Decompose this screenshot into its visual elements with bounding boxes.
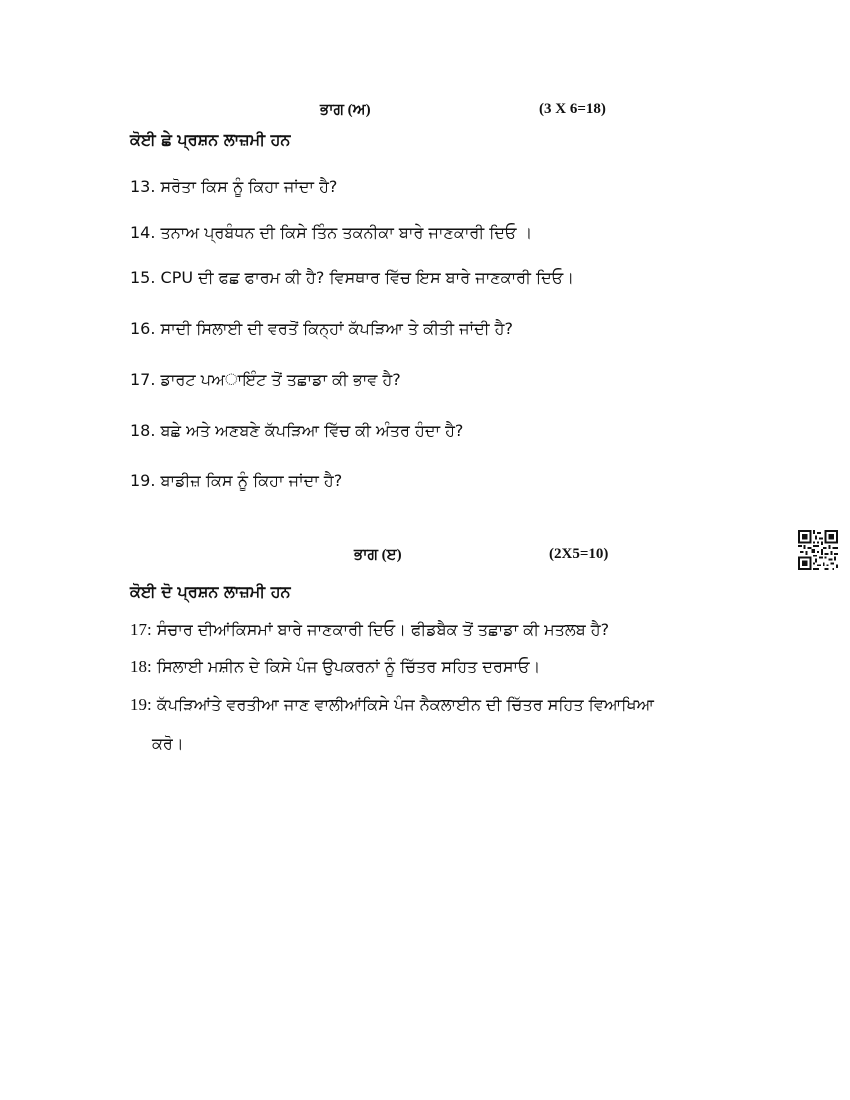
section-b-title: ਭਾਗ (ੲ)	[354, 547, 402, 563]
section-a-instruction: ਕੋਈ ਛੇ ਪ੍ਰਸ਼ਨ ਲਾਜ਼ਮੀ ਹਨ	[130, 130, 291, 149]
long-question-17	[130, 620, 609, 640]
long-question-19-continuation: ਕਰੋ।	[152, 734, 184, 753]
question-18: 18. ਬਛੇ ਅਤੇ ਅਣਬਣੇ ਕੱਪੜਿਆ ਵਿੱਚ ਕੀ ਅੰਤਰ ਹੰਦਾ ਹੈ?	[130, 421, 464, 440]
question-16: 16. ਸਾਦੀ ਸਿਲਾਈ ਦੀ ਵਰਤੋਂ ਕਿਨ੍ਹਾਂ ਕੱਪੜਿਆ ਤੇ ਕੀਤੀ ਜਾਂਦੀ ਹੈ?	[130, 319, 513, 338]
question-15: 15. CPU ਦੀ ਫਛ ਫਾਰਮ ਕੀ ਹੈ? ਵਿਸਥਾਰ ਵਿੱਚ ਇਸ ਬਾਰੇ ਜਾਣਕਾਰੀ ਦਿਓ।	[130, 268, 574, 287]
section-b-instruction: ਕੋਈ ਦੋ ਪ੍ਰਸ਼ਨ ਲਾਜ਼ਮੀ ਹਨ	[130, 582, 291, 601]
question-17: 17. ਡਾਰਟ ਪਅਾਇੰਟ ਤੋਂ ਤਛਾਡਾ ਕੀ ਭਾਵ ਹੈ?	[130, 370, 401, 389]
section-a-title: ਭਾਗ (ਅ)	[320, 102, 371, 118]
question-13: 13. ਸਰੋਤਾ ਕਿਸ ਨੂੰ ਕਿਹਾ ਜਾਂਦਾ ਹੈ?	[130, 177, 338, 196]
question-number: 18:	[130, 657, 152, 676]
section-a-marks: (3 X 6=18)	[539, 101, 606, 117]
question-text: ਕੱਪੜਿਆਂਤੇ ਵਰਤੀਆ ਜਾਣ ਵਾਲੀਆਂਕਿਸੇ ਪੰਜ ਨੈਕਲਾਈਨ ਦੀ ਚਿੱਤਰ ਸਹਿਤ ਵਿਆਖਿਆ	[156, 695, 654, 714]
question-text: ਸੰਚਾਰ ਦੀਆਂਕਿਸਮਾਂ ਬਾਰੇ ਜਾਣਕਾਰੀ ਦਿਓ। ਫੀਡਬੈਕ ਤੋਂ ਤਛਾਡਾ ਕੀ ਮਤਲਬ ਹੈ?	[156, 620, 610, 639]
long-question-18	[130, 657, 540, 677]
question-number: 17:	[130, 620, 152, 639]
question-19: 19. ਬਾਡੀਜ਼ ਕਿਸ ਨੂੰ ਕਿਹਾ ਜਾਂਦਾ ਹੈ?	[130, 471, 343, 490]
question-number: 19:	[130, 695, 152, 714]
qr-code-icon	[798, 530, 838, 570]
long-question-19	[130, 695, 654, 715]
section-b-marks: (2X5=10)	[549, 546, 609, 562]
question-text: ਸਿਲਾਈ ਮਸ਼ੀਨ ਦੇ ਕਿਸੇ ਪੰਜ ਉਪਕਰਨਾਂ ਨੂੰ ਚਿੱਤਰ ਸਹਿਤ ਦਰਸਾਓ।	[156, 657, 541, 676]
question-14: 14. ਤਨਾਅ ਪ੍ਰਬੰਧਨ ਦੀ ਕਿਸੇ ਤਿੰਨ ਤਕਨੀਕਾ ਬਾਰੇ ਜਾਣਕਾਰੀ ਦਿਓ ।	[130, 223, 533, 242]
